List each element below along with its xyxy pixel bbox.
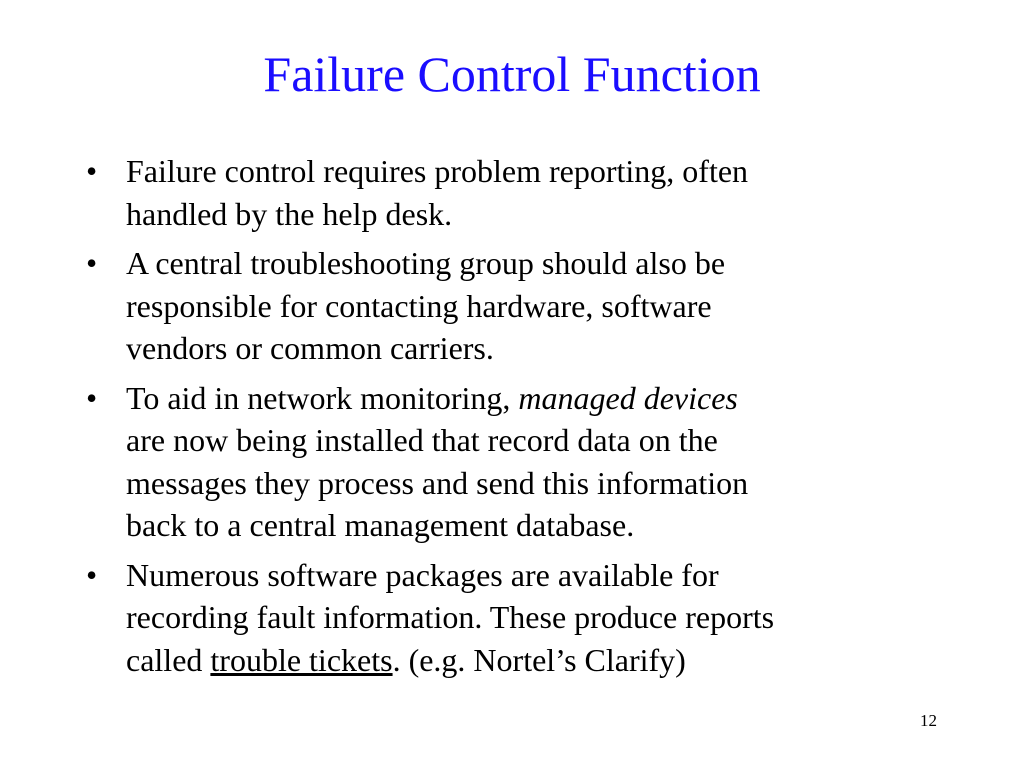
page-number: 12	[920, 711, 937, 730]
underlined-term: trouble tickets	[210, 641, 393, 678]
bullet-line: Numerous software packages are available for	[126, 556, 719, 593]
bullet-item-1	[86, 150, 966, 235]
bullet-line: responsible for contacting hardware, software	[126, 287, 712, 324]
bullet-line	[126, 377, 966, 420]
bullet-marker: •	[86, 245, 98, 281]
italic-term: managed devices	[518, 379, 738, 416]
bullet-line: recording fault information. These produce reports	[126, 599, 775, 635]
bullet-line: vendors or common carriers.	[126, 330, 494, 366]
bullet-line: Failure control requires problem reporting, often	[126, 153, 749, 189]
bullet-list	[86, 150, 966, 688]
bullet-item-2	[86, 242, 966, 370]
bullet-marker: •	[86, 153, 98, 189]
bullet-text: To aid in network monitoring,	[126, 379, 519, 416]
bullet-marker: •	[86, 379, 98, 416]
bullet-line: handled by the help desk.	[126, 195, 453, 232]
bullet-text: called	[126, 641, 211, 678]
bullet-line: A central troubleshooting group should also be	[126, 245, 726, 281]
bullet-line: are now being installed that record data on the	[126, 422, 718, 458]
bullet-line	[126, 639, 966, 682]
bullet-text: . (e.g. Nortel’s Clarify)	[392, 641, 686, 678]
bullet-item-3	[86, 377, 966, 547]
slide-title: Failure Control Function	[263, 46, 761, 102]
bullet-line: back to a central management database.	[126, 507, 635, 543]
bullet-line: messages they process and send this information	[126, 464, 749, 501]
bullet-item-4	[86, 554, 966, 682]
bullet-marker: •	[86, 556, 98, 593]
